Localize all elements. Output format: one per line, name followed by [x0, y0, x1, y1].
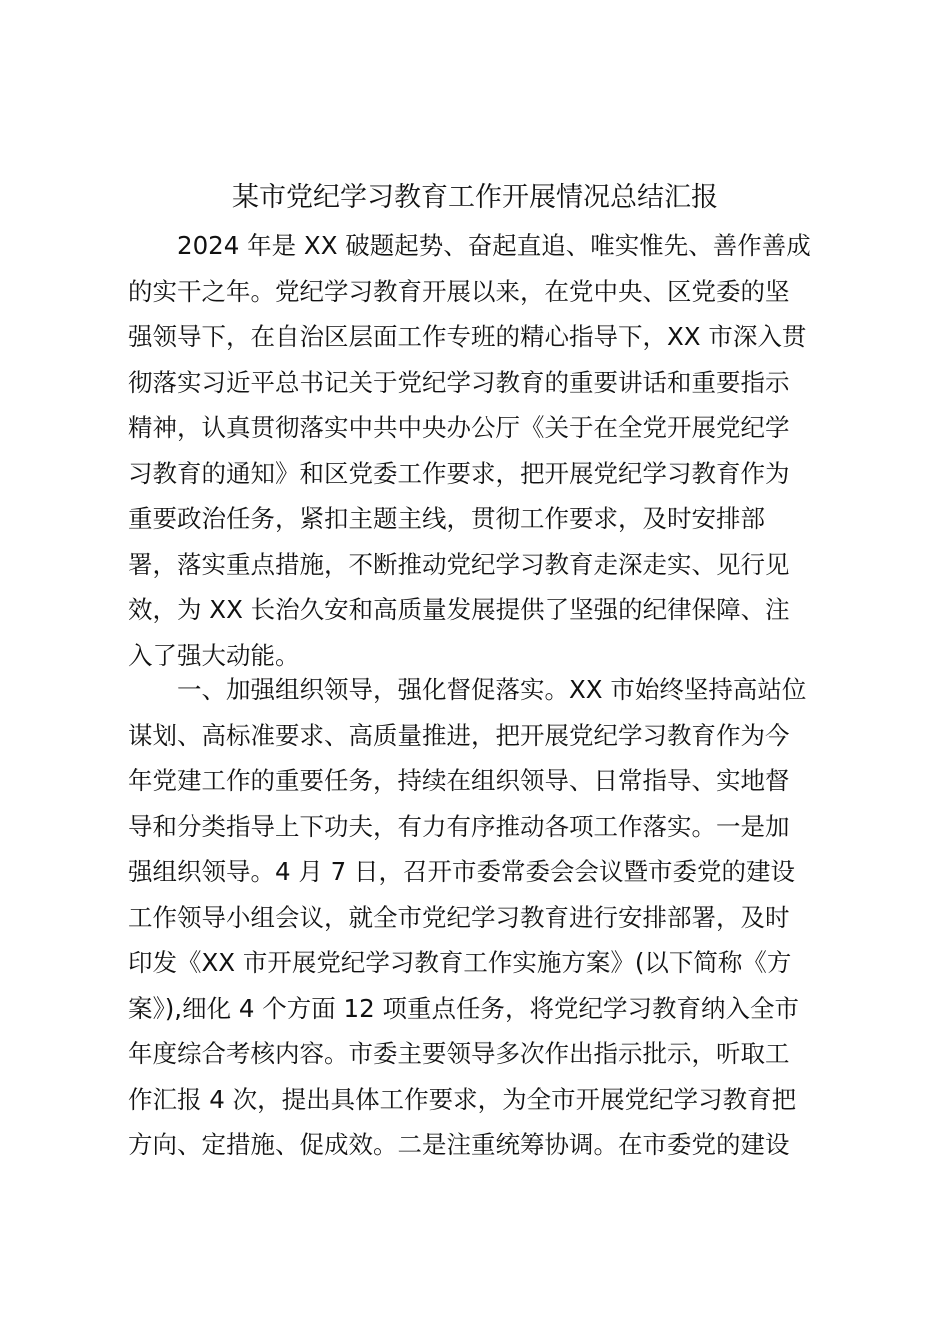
- text-line: 习教育的通知》和区党委工作要求，把开展党纪学习教育作为: [128, 458, 790, 488]
- text-line: 署，落实重点措施，不断推动党纪学习教育走深走实、见行见: [128, 549, 790, 579]
- text-line: 效，为 XX 长治久安和高质量发展提供了坚强的纪律保障、注: [128, 595, 790, 624]
- text-line: 一、加强组织领导，强化督促落实。XX 市始终坚持高站位: [177, 675, 807, 704]
- text-line: 彻落实习近平总书记关于党纪学习教育的重要讲话和重要指示: [128, 367, 790, 397]
- text-line: 强组织领导。4 月 7 日，召开市委常委会会议暨市委党的建设: [128, 857, 796, 886]
- text-line: 方向、定措施、促成效。二是注重统筹协调。在市委党的建设: [128, 1130, 790, 1159]
- paragraph-intro: [128, 223, 833, 678]
- text-line: 的实干之年。党纪学习教育开展以来，在党中央、区党委的坚: [128, 276, 790, 306]
- text-line: 精神，认真贯彻落实中共中央办公厅《关于在全党开展党纪学: [128, 413, 790, 442]
- document-title: 某市党纪学习教育工作开展情况总结汇报: [232, 182, 718, 213]
- text-line: 年党建工作的重要任务，持续在组织领导、日常指导、实地督: [128, 766, 790, 795]
- text-line: 年度综合考核内容。市委主要领导多次作出指示批示，听取工: [128, 1039, 790, 1068]
- paragraph-section-one: [128, 667, 833, 1168]
- text-line: 案》),细化 4 个方面 12 项重点任务，将党纪学习教育纳入全市: [128, 993, 800, 1023]
- text-line: 强领导下，在自治区层面工作专班的精心指导下，XX 市深入贯: [128, 322, 807, 351]
- text-line: 入了强大动能。: [128, 640, 300, 670]
- text-line: 印发《XX 市开展党纪学习教育工作实施方案》(以下简称《方: [128, 948, 792, 977]
- text-line: 工作领导小组会议，就全市党纪学习教育进行安排部署，及时: [128, 902, 790, 932]
- text-line: 谋划、高标准要求、高质量推进，把开展党纪学习教育作为今: [128, 720, 790, 750]
- text-line: 2024 年是 XX 破题起势、奋起直追、唯实惟先、善作善成: [177, 231, 811, 260]
- text-line: 导和分类指导上下功夫，有力有序推动各项工作落实。一是加: [128, 811, 790, 841]
- text-line: 重要政治任务，紧扣主题主线，贯彻工作要求，及时安排部: [128, 504, 765, 533]
- text-line: 作汇报 4 次，提出具体工作要求，为全市开展党纪学习教育把: [128, 1084, 797, 1114]
